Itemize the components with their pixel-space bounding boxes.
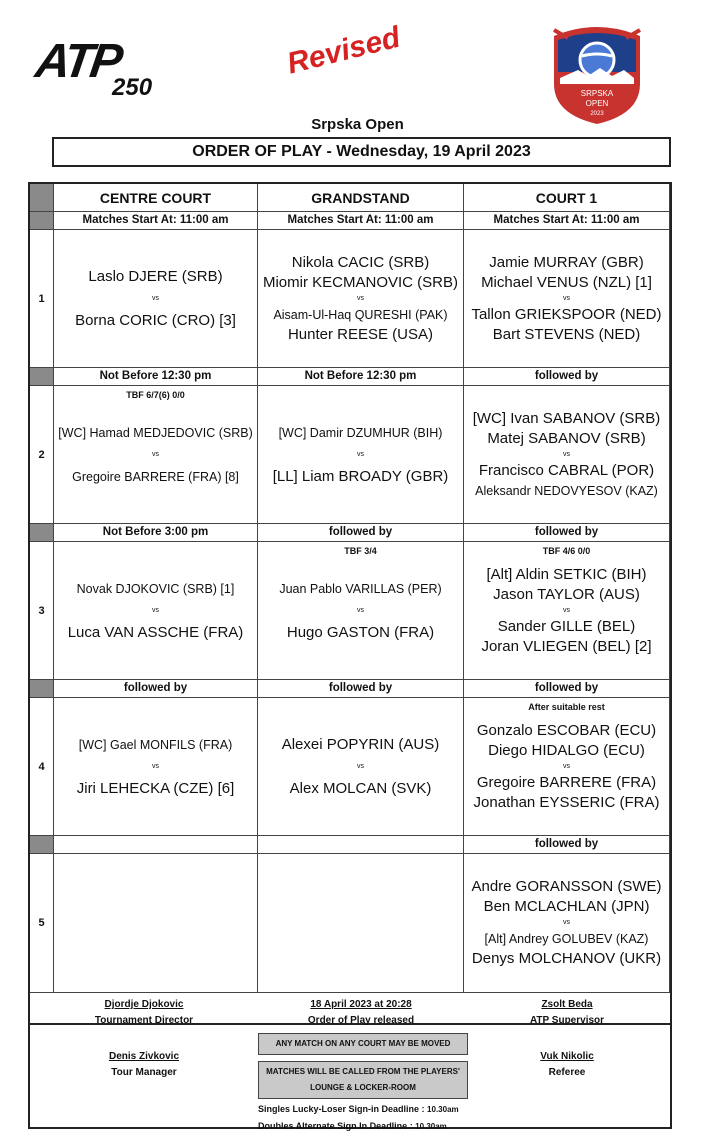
- match-cell: [54, 386, 258, 524]
- supervisor-role: ATP Supervisor: [529, 1015, 605, 1026]
- match-cell: [258, 386, 464, 524]
- revised-stamp: Revised: [283, 20, 404, 81]
- player-name: Alexei POPYRIN (AUS): [281, 735, 440, 753]
- timing-label: Not Before 12:30 pm: [54, 368, 258, 386]
- footer-left: [30, 997, 258, 1081]
- footer-right: [464, 997, 670, 1081]
- vs-label: vs: [563, 762, 570, 770]
- player-name: Jiri LEHECKA (CZE) [6]: [76, 779, 235, 797]
- schedule-grid: [28, 182, 672, 1025]
- vs-label: vs: [563, 606, 570, 614]
- player-name: Aleksandr NEDOVYESOV (KAZ): [475, 483, 658, 498]
- player-name: Nikola CACIC (SRB): [291, 253, 430, 271]
- match-cell: [54, 698, 258, 836]
- court-header: COURT 1: [464, 184, 670, 212]
- atp-250-logo: [34, 34, 164, 106]
- player-name: Gregoire BARRERE (FRA) [8]: [72, 469, 239, 484]
- match-cell: [54, 230, 258, 368]
- match-cell: [464, 698, 670, 836]
- gray-marker: [30, 524, 54, 542]
- player-name: [Alt] Aldin SETKIC (BIH): [486, 565, 647, 583]
- notice-called-from: MATCHES WILL BE CALLED FROM THE PLAYERS' LOUNGE & LOCKER-ROOM: [258, 1061, 468, 1099]
- srpska-logo-text: OPEN: [585, 99, 609, 108]
- player-name: Joran VLIEGEN (BEL) [2]: [481, 637, 652, 655]
- timing-label: Not Before 3:00 pm: [54, 524, 258, 542]
- match-cell: [258, 542, 464, 680]
- vs-label: vs: [563, 919, 570, 926]
- match-start-time: Matches Start At: 11:00 am: [464, 212, 670, 230]
- match-cell: [258, 698, 464, 836]
- match-cell: [464, 854, 670, 993]
- timing-label: followed by: [464, 680, 670, 698]
- player-name: Borna CORIC (CRO) [3]: [75, 311, 236, 329]
- player-name: Hunter REESE (USA): [287, 325, 434, 343]
- srpska-logo-text: SRPSKA: [580, 89, 614, 98]
- timing-label: Not Before 12:30 pm: [258, 368, 464, 386]
- player-name: Diego HIDALGO (ECU): [488, 741, 645, 759]
- match-cell: [258, 854, 464, 993]
- match-cell: [464, 230, 670, 368]
- vs-label: vs: [357, 294, 364, 302]
- timing-label: followed by: [464, 524, 670, 542]
- gray-marker: [30, 212, 54, 230]
- court-header: CENTRE COURT: [54, 184, 258, 212]
- player-name: Luca VAN ASSCHE (FRA): [67, 623, 244, 641]
- match-cell: [54, 854, 258, 993]
- vs-label: vs: [357, 762, 364, 770]
- referee-role: Referee: [548, 1067, 586, 1078]
- gray-marker: [30, 368, 54, 386]
- player-name: Ben MCLACHLAN (JPN): [483, 898, 650, 915]
- player-name: Jamie MURRAY (GBR): [489, 253, 644, 271]
- vs-label: vs: [152, 450, 159, 458]
- singles-deadline-label: Singles Lucky-Loser Sign-in Deadline :: [258, 1104, 425, 1114]
- timing-label: followed by: [258, 680, 464, 698]
- match-start-time: Matches Start At: 11:00 am: [54, 212, 258, 230]
- vs-label: vs: [357, 606, 364, 614]
- referee-name: Vuk Nikolic: [540, 1051, 594, 1062]
- player-name: Tallon GRIEKSPOOR (NED): [471, 305, 662, 323]
- row-number: 2: [30, 386, 54, 524]
- singles-deadline-time: 10.30am: [427, 1105, 459, 1114]
- player-name: Alex MOLCAN (SVK): [289, 779, 432, 797]
- director-role: Tournament Director: [94, 1015, 194, 1026]
- player-name: Juan Pablo VARILLAS (PER): [279, 581, 442, 596]
- player-name: [WC] Damir DZUMHUR (BIH): [278, 425, 443, 440]
- footer-middle: [258, 997, 464, 1135]
- srpska-logo-text: 2023: [590, 111, 604, 117]
- player-name: Gregoire BARRERE (FRA): [476, 773, 657, 791]
- player-name: Bart STEVENS (NED): [492, 325, 641, 343]
- corner-cell: [30, 184, 54, 212]
- supervisor-name: Zsolt Beda: [541, 999, 593, 1010]
- doubles-deadline-time: 10.30am: [415, 1122, 447, 1131]
- court-header: GRANDSTAND: [258, 184, 464, 212]
- player-name: [Alt] Andrey GOLUBEV (KAZ): [484, 932, 649, 946]
- player-name: Sander GILLE (BEL): [497, 617, 636, 635]
- player-name: Hugo GASTON (FRA): [286, 623, 435, 641]
- player-name: Andre GORANSSON (SWE): [471, 878, 662, 895]
- match-note: TBF 3/4: [344, 546, 377, 556]
- release-label: Order of Play released: [307, 1015, 415, 1026]
- timing-label: [258, 836, 464, 854]
- match-note: TBF 6/7(6) 0/0: [126, 390, 185, 400]
- notice-any-match: ANY MATCH ON ANY COURT MAY BE MOVED: [258, 1033, 468, 1055]
- player-name: Francisco CABRAL (POR): [478, 461, 655, 479]
- row-number: 4: [30, 698, 54, 836]
- vs-label: vs: [563, 294, 570, 302]
- player-name: Miomir KECMANOVIC (SRB): [262, 273, 458, 291]
- timing-label: [54, 836, 258, 854]
- row-number: 1: [30, 230, 54, 368]
- gray-marker: [30, 680, 54, 698]
- order-of-play-title: ORDER OF PLAY - Wednesday, 19 April 2023: [52, 137, 671, 167]
- vs-label: vs: [152, 762, 159, 770]
- vs-label: vs: [152, 606, 159, 614]
- match-cell: [258, 230, 464, 368]
- schedule-footer: [28, 993, 672, 1129]
- manager-name: Denis Zivkovic: [108, 1051, 180, 1062]
- tournament-name: Srpska Open: [311, 116, 404, 133]
- srpska-open-logo: [548, 22, 646, 126]
- timing-label: followed by: [464, 368, 670, 386]
- player-name: Jonathan EYSSERIC (FRA): [473, 793, 660, 811]
- player-name: Denys MOLCHANOV (UKR): [471, 950, 662, 967]
- row-number: 3: [30, 542, 54, 680]
- gray-marker: [30, 836, 54, 854]
- manager-role: Tour Manager: [111, 1067, 177, 1078]
- atp-logo-text: ATP: [32, 35, 124, 88]
- release-time: 18 April 2023 at 20:28: [310, 999, 412, 1010]
- director-name: Djordje Djokovic: [104, 999, 184, 1010]
- atp-logo-number: 250: [112, 74, 153, 101]
- timing-label: followed by: [464, 836, 670, 854]
- player-name: [LL] Liam BROADY (GBR): [272, 467, 449, 485]
- match-cell: [54, 542, 258, 680]
- match-cell: [464, 386, 670, 524]
- timing-label: followed by: [258, 524, 464, 542]
- singles-deadline: [258, 1101, 464, 1118]
- match-note: TBF 4/6 0/0: [542, 546, 591, 556]
- player-name: Michael VENUS (NZL) [1]: [481, 273, 652, 291]
- doubles-deadline-label: Doubles Alternate Sign In Deadline :: [258, 1121, 413, 1131]
- player-name: Novak DJOKOVIC (SRB) [1]: [76, 581, 235, 596]
- player-name: Jason TAYLOR (AUS): [493, 585, 640, 603]
- player-name: Matej SABANOV (SRB): [487, 429, 646, 447]
- player-name: [WC] Gael MONFILS (FRA): [78, 737, 233, 752]
- row-number: 5: [30, 854, 54, 993]
- timing-label: followed by: [54, 680, 258, 698]
- match-note: After suitable rest: [528, 702, 605, 712]
- vs-label: vs: [563, 450, 570, 458]
- player-name: Aisam-Ul-Haq QURESHI (PAK): [273, 307, 448, 322]
- doubles-deadline: [258, 1118, 464, 1135]
- match-start-time: Matches Start At: 11:00 am: [258, 212, 464, 230]
- player-name: [WC] Ivan SABANOV (SRB): [472, 409, 661, 427]
- match-cell: [464, 542, 670, 680]
- player-name: Laslo DJERE (SRB): [88, 267, 223, 285]
- player-name: [WC] Hamad MEDJEDOVIC (SRB): [58, 425, 253, 440]
- vs-label: vs: [357, 450, 364, 458]
- vs-label: vs: [152, 294, 159, 302]
- player-name: Gonzalo ESCOBAR (ECU): [476, 721, 657, 739]
